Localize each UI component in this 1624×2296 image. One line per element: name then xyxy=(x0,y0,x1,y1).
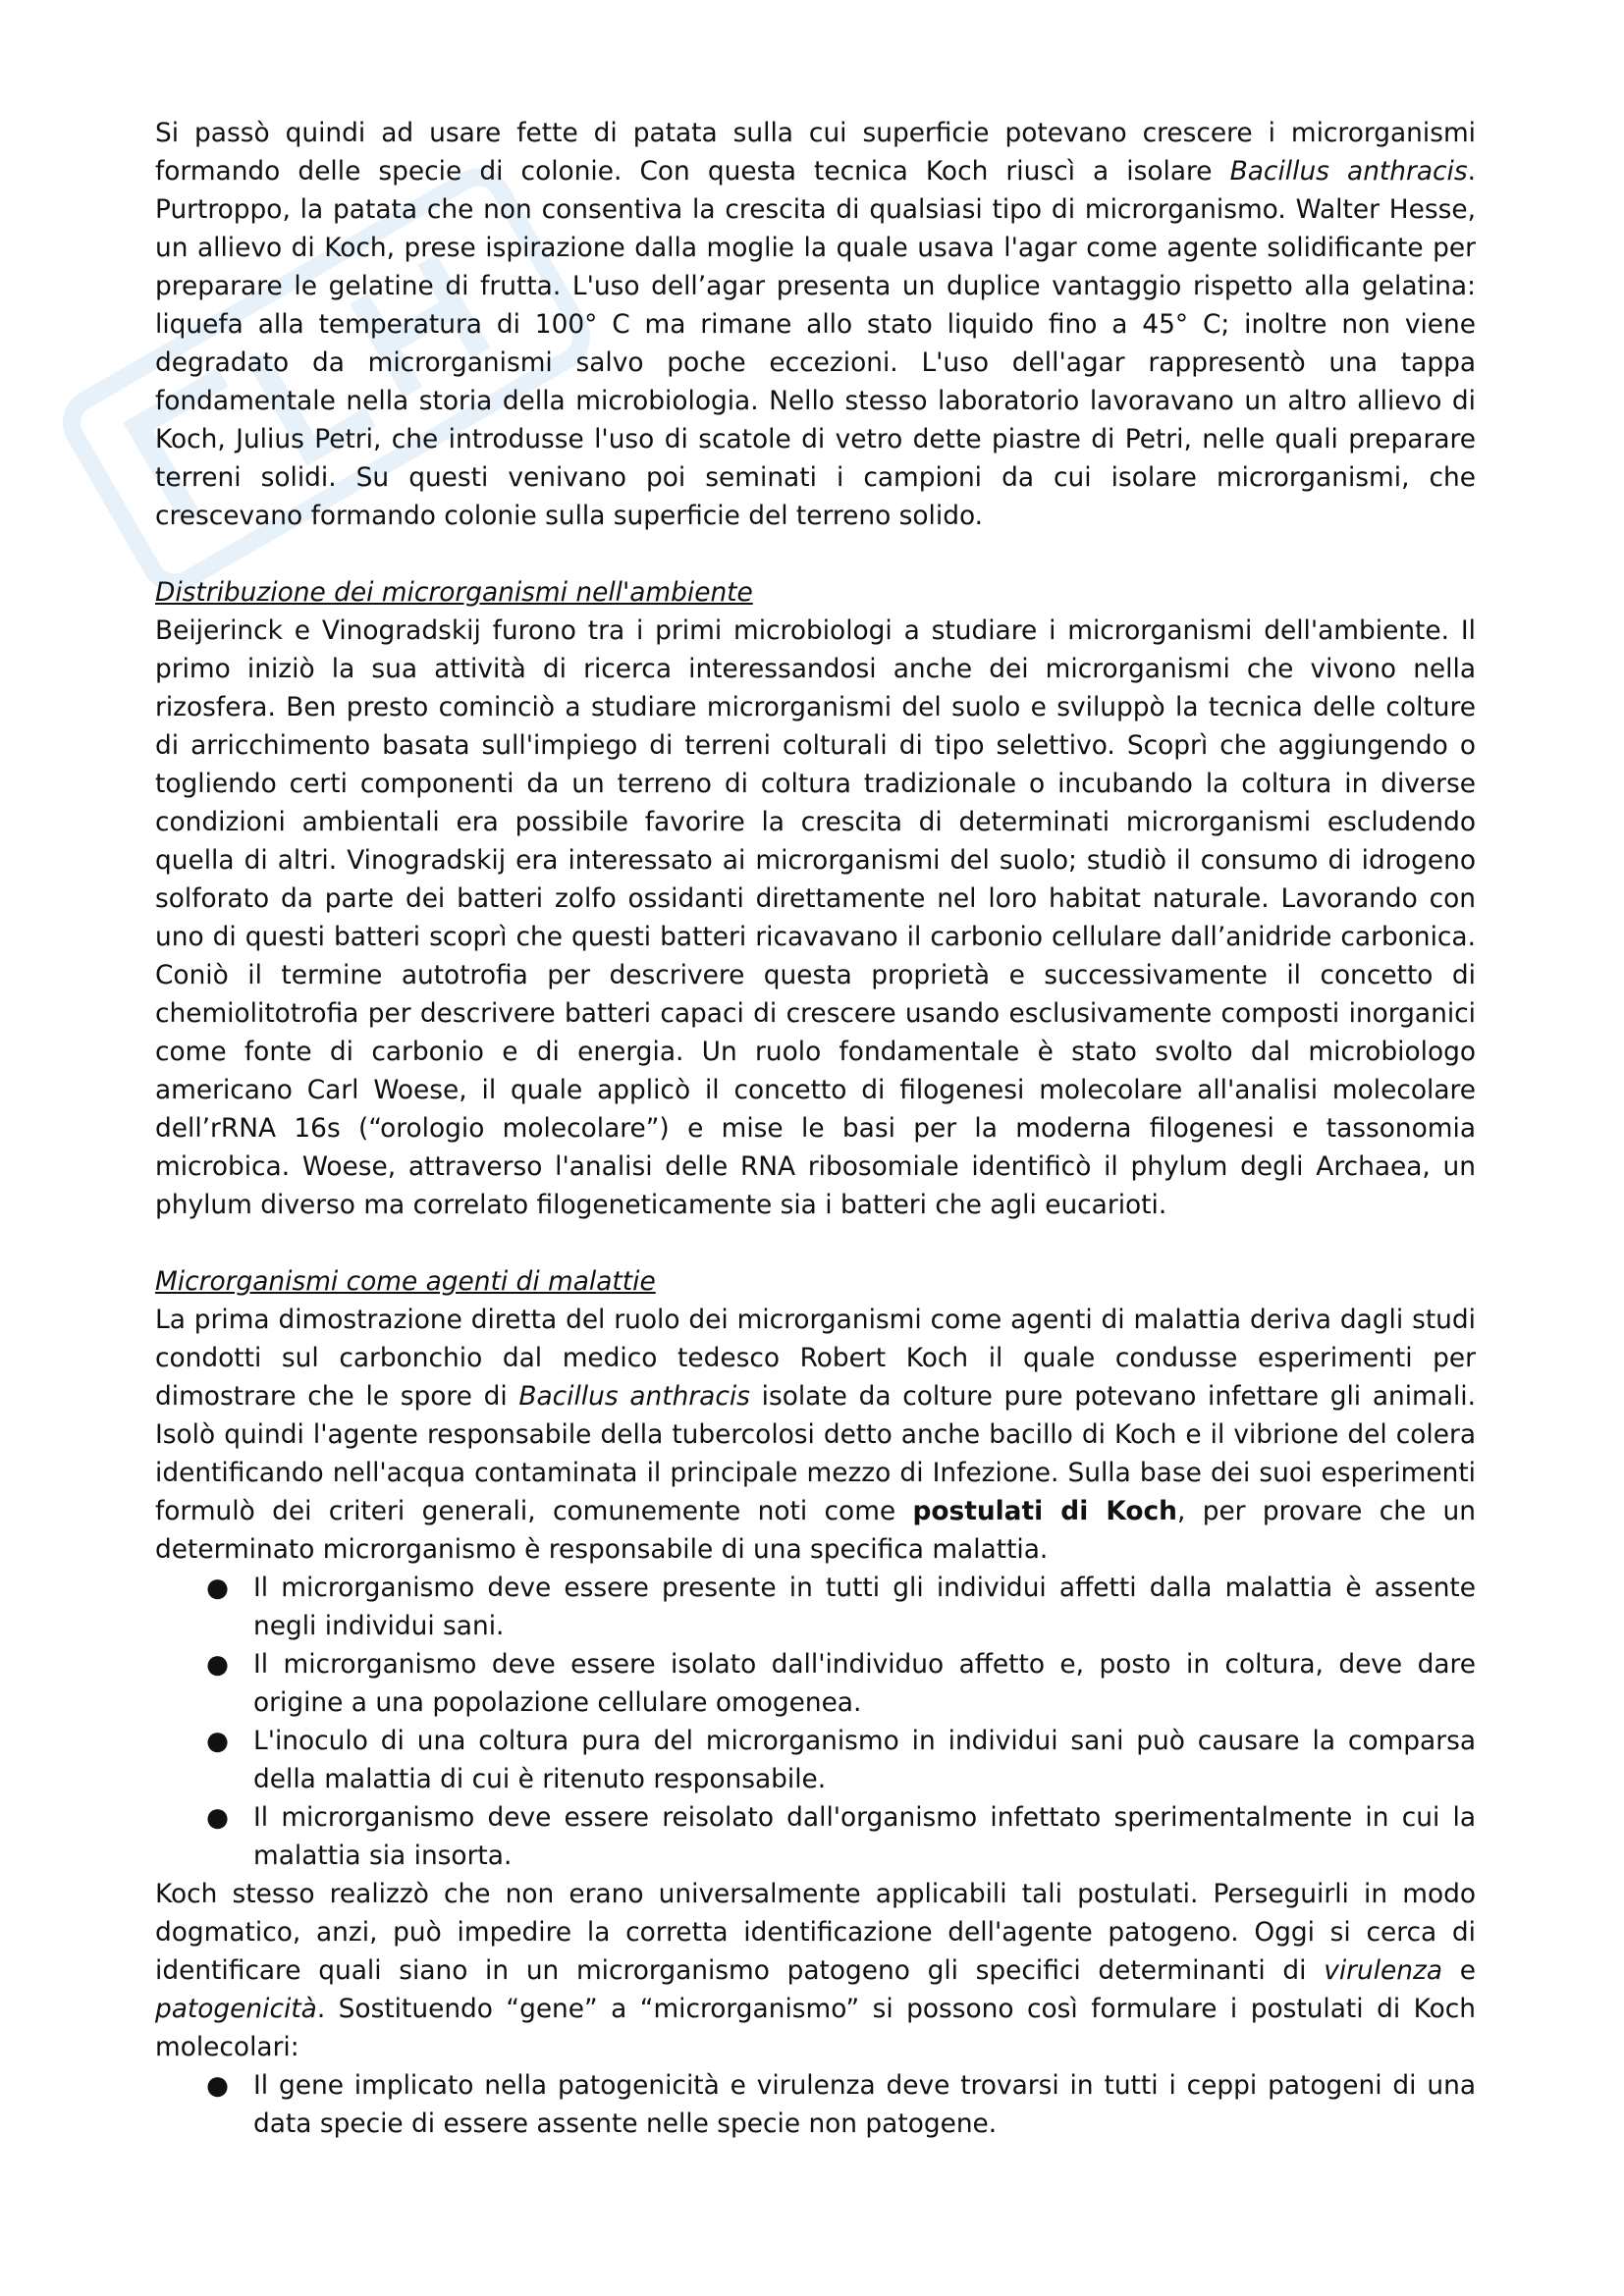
list-item-text: Il gene implicato nella patogenicità e virulenza deve trovarsi in tutti i ceppi patogeni di una data specie di essere assente nelle specie non patogene. xyxy=(253,2070,1476,2139)
list-item xyxy=(155,1569,1476,1645)
list-item-text: L'inoculo di una coltura pura del microrganismo in individui sani può causare la comparsa della malattia di cui è ritenuto responsabile. xyxy=(253,1726,1476,1794)
section-environment xyxy=(155,573,1476,1224)
molecular-text-a: Koch stesso realizzò che non erano universalmente applicabili tali postulati. Perseguirli in modo dogmatico, anzi, può impedire la corretta identificazione dell'agente patogeno. Oggi si cerca di identificare quali siano in un microrganismo patogeno gli specifici determinanti di xyxy=(155,1879,1476,1986)
koch-postulates-list xyxy=(155,1569,1476,1875)
molecular-text-b: . Sostituendo “gene” a “microrganismo” si possono così formulare i postulati di Koch molecolari: xyxy=(155,1994,1476,2062)
disease-text-c: , per provare che un determinato microrganismo è responsabile di una specifica malattia. xyxy=(155,1496,1476,1565)
list-item xyxy=(155,1722,1476,1798)
intro-text-b: . Purtroppo, la patata che non consentiva la crescita di qualsiasi tipo di microrganismo. Walter Hesse, un allievo di Koch, prese ispirazione dalla moglie la quale usava l'agar come agente solidificante per preparare le gelatine di frutta. L'uso dell’agar presenta un duplice vantaggio rispetto alla gelatina: liquefa alla temperatura di 100° C ma rimane allo stato liquido fino a 45° C; inoltre non viene degradato da microrganismi salvo poche eccezioni. L'uso dell'agar rappresentò una tappa fondamentale nella storia della microbiologia. Nello stesso laboratorio lavoravano un altro allievo di Koch, Julius Petri, che introdusse l'uso di scatole di vetro dette piastre di Petri, nelle quali preparare terreni solidi. Su questi venivano poi seminati i campioni da cui isolare microrganismi, che crescevano formando colonie sulla superficie del terreno solido. xyxy=(155,156,1477,531)
term-virulence: virulenza xyxy=(1324,1955,1443,1986)
species-name: Bacillus anthracis xyxy=(518,1381,750,1412)
bullet-icon: ● xyxy=(206,1802,230,1833)
bullet-icon: ● xyxy=(206,1573,230,1603)
bullet-icon: ● xyxy=(206,1726,230,1756)
section-disease xyxy=(155,1262,1476,2143)
koch-postulates-term: postulati di Koch xyxy=(912,1496,1177,1526)
document-body xyxy=(155,114,1476,2143)
bullet-icon: ● xyxy=(206,1649,230,1680)
list-item xyxy=(155,1645,1476,1722)
bullet-icon: ● xyxy=(206,2070,230,2101)
list-item-text: Il microrganismo deve essere presente in tutti gli individui affetti dalla malattia è assente negli individui sani. xyxy=(253,1573,1476,1641)
section-heading-disease: Microrganismi come agenti di malattie xyxy=(155,1266,656,1297)
term-pathogenicity: patogenicità xyxy=(155,1994,317,2024)
molecular-intro-paragraph xyxy=(155,1875,1476,2066)
conjunction: e xyxy=(1442,1955,1476,1986)
list-item-text: Il microrganismo deve essere reisolato dall'organismo infettato sperimentalmente in cui la malattia sia insorta. xyxy=(253,1802,1476,1871)
list-item xyxy=(155,1798,1476,1875)
disease-text-b: isolate da colture pure potevano infettare gli animali. Isolò quindi l'agente responsabile della tubercolosi detto anche bacillo di Koch e il vibrione del colera identificando nell'acqua contaminata il principale mezzo di Infezione. Sulla base dei suoi esperimenti formulò dei criteri generali, comunemente noti come xyxy=(155,1381,1476,1526)
list-item xyxy=(155,2066,1476,2143)
disease-paragraph xyxy=(155,1301,1476,1569)
disease-text-a: La prima dimostrazione diretta del ruolo dei microrganismi come agenti di malattia deriva dagli studi condotti sul carbonchio dal medico tedesco Robert Koch il quale condusse esperimenti per dimostrare che le spore di xyxy=(155,1305,1476,1412)
list-item-text: Il microrganismo deve essere isolato dall'individuo affetto e, posto in coltura, deve dare origine a una popolazione cellulare omogenea. xyxy=(253,1649,1476,1718)
intro-text-a: Si passò quindi ad usare fette di patata sulla cui superficie potevano crescere i microrganismi formando delle specie di colonie. Con questa tecnica Koch riuscì a isolare xyxy=(155,118,1476,187)
section-heading-environment: Distribuzione dei microrganismi nell'ambiente xyxy=(155,577,753,608)
molecular-postulates-list xyxy=(155,2066,1476,2143)
environment-paragraph: Beijerinck e Vinogradskij furono tra i primi microbiologi a studiare i microrganismi dell'ambiente. Il primo iniziò la sua attività di ricerca interessandosi anche dei microrganismi che vivono nella rizosfera. Ben presto cominciò a studiare microrganismi del suolo e sviluppò la tecnica delle colture di arricchimento basata sull'impiego di terreni colturali di tipo selettivo. Scoprì che aggiungendo o togliendo certi componenti da un terreno di coltura tradizionale o incubando la coltura in diverse condizioni ambientali era possibile favorire la crescita di determinati microrganismi escludendo quella di altri. Vinogradskij era interessato ai microrganismi del suolo; studiò il consumo di idrogeno solforato da parte dei batteri zolfo ossidanti direttamente nel loro habitat naturale. Lavorando con uno di questi batteri scoprì che questi batteri ricavavano il carbonio cellulare dall’anidride carbonica. Coniò il termine autotrofia per descrivere questa proprietà e successivamente il concetto di chemiolitotrofia per descrivere batteri capaci di crescere usando esclusivamente composti inorganici come fonte di carbonio e di energia. Un ruolo fondamentale è stato svolto dal microbiologo americano Carl Woese, il quale applicò il concetto di filogenesi molecolare all'analisi molecolare dell’rRNA 16s (“orologio molecolare”) e mise le basi per la moderna filogenesi e tassonomia microbica. Woese, attraverso l'analisi delle RNA ribosomiale identificò il phylum degli Archaea, un phylum diverso ma correlato filogeneticamente sia i batteri che agli eucarioti. xyxy=(155,615,1476,1220)
species-name: Bacillus anthracis xyxy=(1229,156,1468,187)
intro-paragraph xyxy=(155,114,1476,535)
